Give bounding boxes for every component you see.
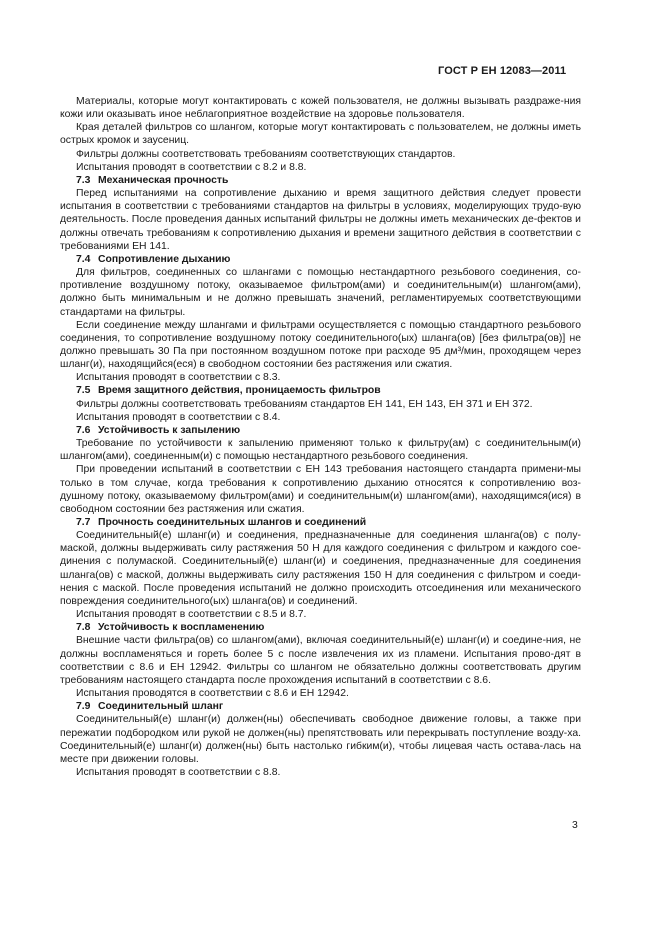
paragraph: Фильтры должны соответствовать требованиям стандартов ЕН 141, ЕН 143, ЕН 371 и ЕН 372. — [76, 398, 533, 410]
section-number: 7.6 — [76, 424, 91, 436]
section-heading — [60, 253, 581, 266]
section-number: 7.3 — [76, 174, 91, 186]
section-heading — [60, 384, 581, 397]
paragraph: Фильтры должны соответствовать требованиям соответствующих стандартов. — [76, 148, 456, 160]
page-number: 3 — [572, 820, 578, 831]
paragraph: Испытания проводят в соответствии с 8.8. — [76, 766, 281, 778]
section-number: 7.8 — [76, 622, 91, 634]
section-title: Прочность соединительных шлангов и соединений — [98, 517, 367, 528]
paragraph: Перед испытаниями на сопротивление дыханию и время защитного действия следует провести испытания в соответствии с требованиями стандартов на фильтры в условиях, моделирующих трудо-вую деятельность. После проведения данных испытаний фильтры не должны иметь механических де-фектов и должны отвечать требованиям к сопротивлению дыхания и времени защитного действия в соответствии с требованиями ЕН 141. — [60, 188, 581, 252]
section-heading — [60, 621, 581, 634]
document-header: ГОСТ Р ЕН 12083—2011 — [438, 65, 567, 77]
paragraph: Материалы, которые могут контактировать с кожей пользователя, не должны вызывать раздраже-ния кожи или оказывать иное неблагоприятное воздействие на здоровье пользователя. — [60, 96, 581, 121]
paragraph: Испытания проводятся в соответствии с 8.6 и ЕН 12942. — [76, 688, 349, 700]
section-title: Время защитного действия, проницаемость фильтров — [98, 385, 381, 397]
paragraph: Испытания проводят в соответствии с 8.3. — [76, 372, 281, 384]
paragraph: Соединительный(е) шланг(и) должен(ны) обеспечивать свободное движение головы, а также при пережатии подбородком или рукой не должен(ны) препятствовать или перекрывать поступление возду-ха. Соединительный(е) шланг(и) должен(ны) быть настолько гибким(и), чтобы лицевая часть остава-лась на месте при движении головы. — [60, 714, 581, 765]
section-number: 7.9 — [76, 701, 91, 713]
document-body — [60, 95, 581, 779]
paragraph: При проведении испытаний в соответствии с ЕН 143 требования настоящего стандарта примени-мы только в том случае, когда требования к сопротивлению дыханию относятся к сопротивлению воз-душному потоку, оказываемому фильтром(ами) и соединительным(и) шлангом(ами), находящимся(ися) в свободном состоянии без растяжения или сжатия. — [60, 464, 581, 515]
paragraph: Внешние части фильтра(ов) со шлангом(ами), включая соединительный(е) шланг(и) и соедине-ния, не должны воспламеняться и гореть более 5 с после извлечения их из пламени. Испытания прово-дят в соответствии с 8.6 и ЕН 12942. Фильтры со шлангом не обязательно должны соответствовать другим требованиям настоящего стандарта после прохождения испытаний в соответствии с 8.6. — [60, 635, 581, 686]
paragraph: Края деталей фильтров со шлангом, которые могут контактировать с пользователем, не должны иметь острых кромок и заусениц. — [60, 122, 581, 147]
section-heading — [60, 174, 581, 187]
paragraph: Для фильтров, соединенных со шлангами с помощью нестандартного резьбового соединения, со-противление воздушному потоку, оказываемое фильтром(ами) и соединительным(и) шлангом(ами), должно быть минимальным и не должно превышать значений, регламентируемых соответствующими стандартами на фильтры. — [60, 267, 581, 318]
section-title: Сопротивление дыханию — [98, 253, 231, 265]
paragraph: Испытания проводят в соответствии с 8.2 и 8.8. — [76, 161, 307, 173]
section-number: 7.7 — [76, 517, 91, 528]
section-title: Устойчивость к воспламенению — [98, 622, 265, 634]
section-title: Устойчивость к запылению — [98, 424, 241, 436]
section-title: Соединительный шланг — [98, 701, 224, 713]
paragraph: Если соединение между шлангами и фильтрами осуществляется с помощью стандартного резьбового соединения, то сопротивление воздушному потоку соединительного(ых) шланга(ов) [без фильтра(ов)] не должно превышать 30 Па при постоянном воздушном потоке при расходе 95 дм³/мин, проходящем через шланг(и), находящийся(еся) в свободном состоянии без растяжения или сжатия. — [60, 319, 581, 371]
section-heading — [60, 424, 581, 437]
paragraph: Соединительный(е) шланг(и) и соединения, предназначенные для соединения шланга(ов) с полу-маской, должны выдерживать силу растяжения 50 Н для каждого соединения с фильтром и каждого сое-динения с полумаской. Соединительный(е) шланг(и) и соединения, предназначенные для соединения шланга(ов) с маской, должны выдерживать силу растяжения 150 Н для соединения с фильтром и соеди-нения с маской. После проведения испытаний не должно происходить отсоединения или механического повреждения соединительного(ых) шланга(ов) и соединений. — [60, 530, 581, 607]
section-number: 7.4 — [76, 253, 91, 265]
section-title: Механическая прочность — [98, 174, 229, 186]
section-heading — [60, 516, 581, 529]
paragraph: Испытания проводят в соответствии с 8.5 и 8.7. — [76, 609, 307, 621]
paragraph: Требование по устойчивости к запылению применяют только к фильтру(ам) с соединительным(и) шлангом(ами), соединенным(и) с помощью нестандартного резьбового соединения. — [60, 438, 581, 463]
paragraph: Испытания проводят в соответствии с 8.4. — [76, 411, 281, 423]
section-heading — [60, 700, 581, 713]
section-number: 7.5 — [76, 385, 91, 397]
